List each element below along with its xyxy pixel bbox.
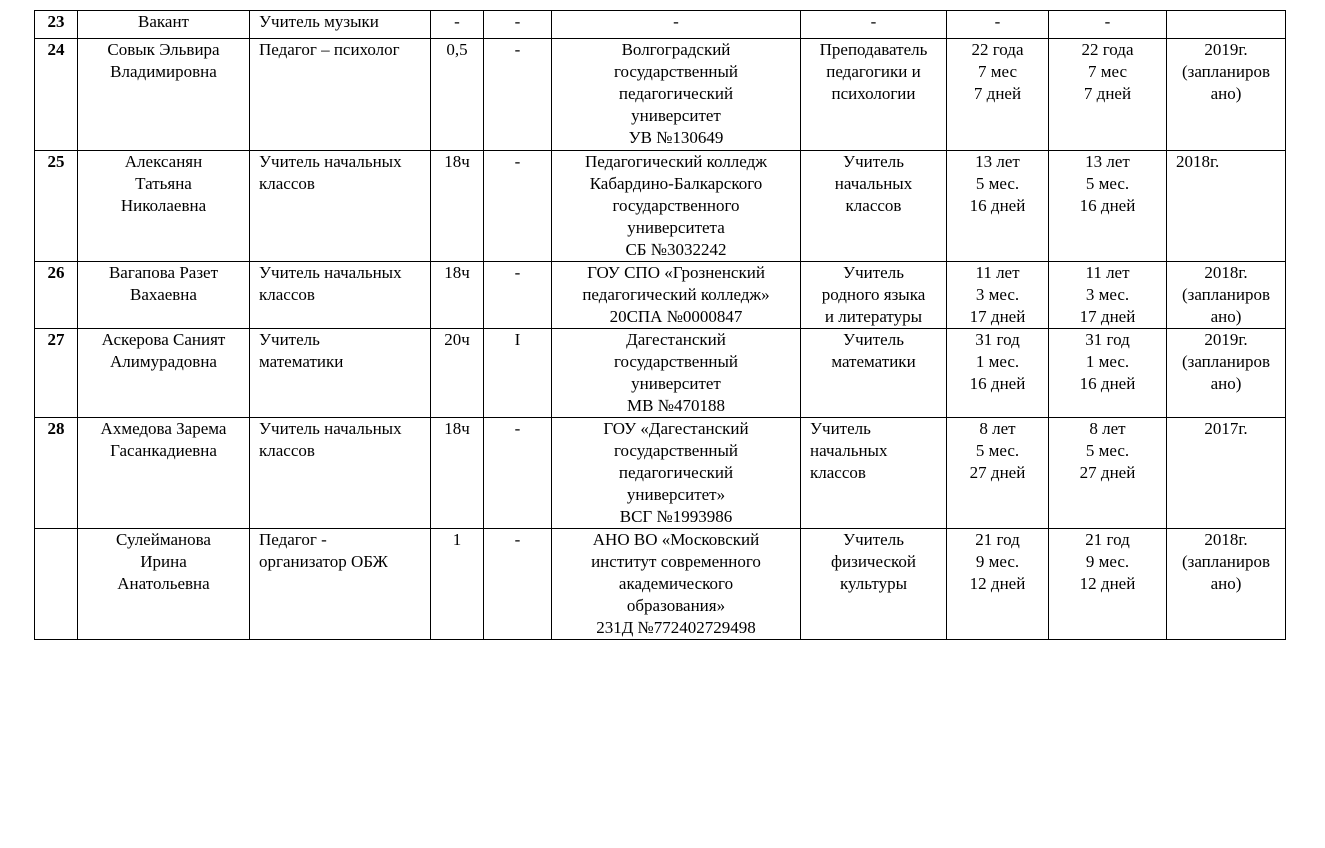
employee-ped-experience: 13 лет 5 мес. 16 дней [1049, 151, 1167, 262]
row-number: 26 [35, 262, 78, 329]
employee-education: ГОУ СПО «Грозненский педагогический колледж» 20СПА №0000847 [552, 262, 801, 329]
employee-specialty: Преподаватель педагогики и психологии [801, 39, 947, 151]
employee-specialty: Учитель начальных классов [801, 151, 947, 262]
employee-course: 2018г. (запланиров ано) [1167, 262, 1286, 329]
table-row [35, 529, 1286, 640]
employee-course [1167, 11, 1286, 39]
employee-load: 18ч [431, 262, 484, 329]
row-number: 23 [35, 11, 78, 39]
employee-load: 18ч [431, 418, 484, 529]
employee-total-experience: 22 года 7 мес 7 дней [947, 39, 1049, 151]
employee-category: - [484, 529, 552, 640]
employee-name: Аскерова Саният Алимурадовна [78, 329, 250, 418]
employee-education: Педагогический колледж Кабардино-Балкарского государственного университета СБ №3032242 [552, 151, 801, 262]
employee-category: - [484, 151, 552, 262]
employee-total-experience: 31 год 1 мес. 16 дней [947, 329, 1049, 418]
employee-load: 1 [431, 529, 484, 640]
employee-category: I [484, 329, 552, 418]
employee-education: Дагестанский государственный университет МВ №470188 [552, 329, 801, 418]
table-row [35, 329, 1286, 418]
row-number: 27 [35, 329, 78, 418]
row-number: 24 [35, 39, 78, 151]
table-row [35, 151, 1286, 262]
employee-course: 2019г. (запланиров ано) [1167, 39, 1286, 151]
employee-category: - [484, 39, 552, 151]
row-number: 28 [35, 418, 78, 529]
staff-table [34, 10, 1286, 640]
table-row [35, 262, 1286, 329]
employee-position: Учитель музыки [250, 11, 431, 39]
employee-course: 2017г. [1167, 418, 1286, 529]
employee-specialty: Учитель математики [801, 329, 947, 418]
employee-load: 18ч [431, 151, 484, 262]
employee-total-experience: 8 лет 5 мес. 27 дней [947, 418, 1049, 529]
employee-total-experience: 21 год 9 мес. 12 дней [947, 529, 1049, 640]
employee-total-experience: 11 лет 3 мес. 17 дней [947, 262, 1049, 329]
employee-name: Вагапова Разет Вахаевна [78, 262, 250, 329]
employee-education: Волгоградский государственный педагогический университет УВ №130649 [552, 39, 801, 151]
employee-name: Алексанян Татьяна Николаевна [78, 151, 250, 262]
employee-course: 2018г. (запланиров ано) [1167, 529, 1286, 640]
employee-category: - [484, 418, 552, 529]
employee-category: - [484, 11, 552, 39]
employee-ped-experience: 11 лет 3 мес. 17 дней [1049, 262, 1167, 329]
employee-ped-experience: 31 год 1 мес. 16 дней [1049, 329, 1167, 418]
employee-total-experience: - [947, 11, 1049, 39]
employee-ped-experience: 22 года 7 мес 7 дней [1049, 39, 1167, 151]
employee-position: Педагог – психолог [250, 39, 431, 151]
employee-course: 2019г. (запланиров ано) [1167, 329, 1286, 418]
employee-specialty: - [801, 11, 947, 39]
employee-education: - [552, 11, 801, 39]
employee-specialty: Учитель родного языка и литературы [801, 262, 947, 329]
employee-name: Сулейманова Ирина Анатольевна [78, 529, 250, 640]
employee-education: АНО ВО «Московский институт современного академического образования» 231Д №772402729498 [552, 529, 801, 640]
employee-ped-experience: 21 год 9 мес. 12 дней [1049, 529, 1167, 640]
employee-position: Педагог - организатор ОБЖ [250, 529, 431, 640]
table-row [35, 11, 1286, 39]
employee-name: Вакант [78, 11, 250, 39]
row-number [35, 529, 78, 640]
employee-specialty: Учитель начальных классов [801, 418, 947, 529]
employee-position: Учитель начальных классов [250, 151, 431, 262]
employee-ped-experience: - [1049, 11, 1167, 39]
employee-load: - [431, 11, 484, 39]
table-row [35, 39, 1286, 151]
employee-education: ГОУ «Дагестанский государственный педагогический университет» ВСГ №1993986 [552, 418, 801, 529]
employee-course: 2018г. [1167, 151, 1286, 262]
employee-ped-experience: 8 лет 5 мес. 27 дней [1049, 418, 1167, 529]
employee-specialty: Учитель физической культуры [801, 529, 947, 640]
employee-name: Ахмедова Зарема Гасанкадиевна [78, 418, 250, 529]
employee-position: Учитель начальных классов [250, 262, 431, 329]
employee-name: Совык Эльвира Владимировна [78, 39, 250, 151]
row-number: 25 [35, 151, 78, 262]
employee-load: 0,5 [431, 39, 484, 151]
employee-total-experience: 13 лет 5 мес. 16 дней [947, 151, 1049, 262]
employee-category: - [484, 262, 552, 329]
table-row [35, 418, 1286, 529]
employee-position: Учитель начальных классов [250, 418, 431, 529]
employee-position: Учитель математики [250, 329, 431, 418]
employee-load: 20ч [431, 329, 484, 418]
